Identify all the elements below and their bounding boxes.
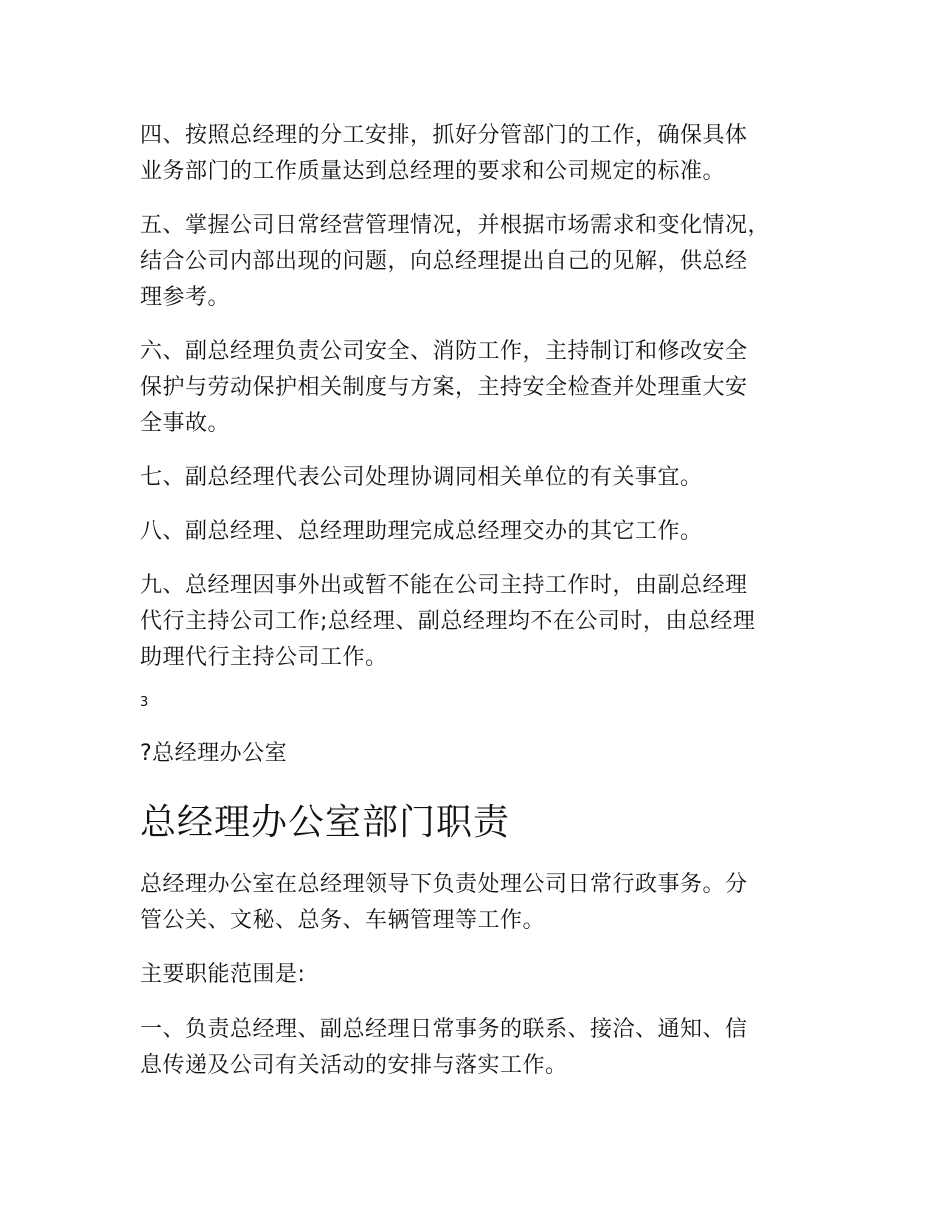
text-line: 主要职能范围是: [140,962,306,987]
intro-paragraph [140,867,830,939]
text-line: 八、副总经理、总经理助理完成总经理交办的其它工作。 [140,519,703,544]
text-line: 理参考。 [140,285,231,310]
document-page [140,0,830,1230]
text-line: 业务部门的工作质量达到总经理的要求和公司规定的标准。 [140,159,726,184]
text-line: 七、副总经理代表公司处理协调同相关单位的有关事宜。 [140,465,703,490]
paragraph-item-8 [140,514,830,550]
paragraph-item-9 [140,568,830,676]
paragraph-item-6 [140,334,830,442]
text-line: 代行主持公司工作;总经理、副总经理均不在公司时，由总经理 [140,609,756,634]
section-heading: 总经理办公室部门职责 [140,802,511,843]
text-line: 四、按照总经理的分工安排，抓好分管部门的工作，确保具体 [140,123,748,148]
text-line: 助理代行主持公司工作。 [140,645,388,670]
text-line: 九、总经理因事外出或暂不能在公司主持工作时，由副总经理 [140,573,748,598]
section-label: ?总经理办公室 [140,741,288,766]
text-line: 管公关、文秘、总务、车辆管理等工作。 [140,908,546,933]
page-number: 3 [140,695,149,710]
text-line: 一、负责总经理、副总经理日常事务的联系、接洽、通知、信 [140,1017,748,1042]
text-line: 六、副总经理负责公司安全、消防工作，主持制订和修改安全 [140,339,748,364]
paragraph-item-4 [140,118,830,190]
paragraph-item-7 [140,460,830,496]
text-line: 结合公司内部出现的问题，向总经理提出自己的见解，供总经 [140,249,748,274]
text-line: 总经理办公室在总经理领导下负责处理公司日常行政事务。分 [140,872,748,897]
text-line: 五、掌握公司日常经营管理情况，并根据市场需求和变化情况， [140,213,771,238]
paragraph-item-5 [140,208,830,316]
duty-item-1 [140,1012,830,1084]
text-line: 息传递及公司有关活动的安排与落实工作。 [140,1053,568,1078]
scope-label [140,957,830,993]
text-line: 全事故。 [140,411,231,436]
text-line: 保护与劳动保护相关制度与方案，主持安全检查并处理重大安 [140,375,748,400]
